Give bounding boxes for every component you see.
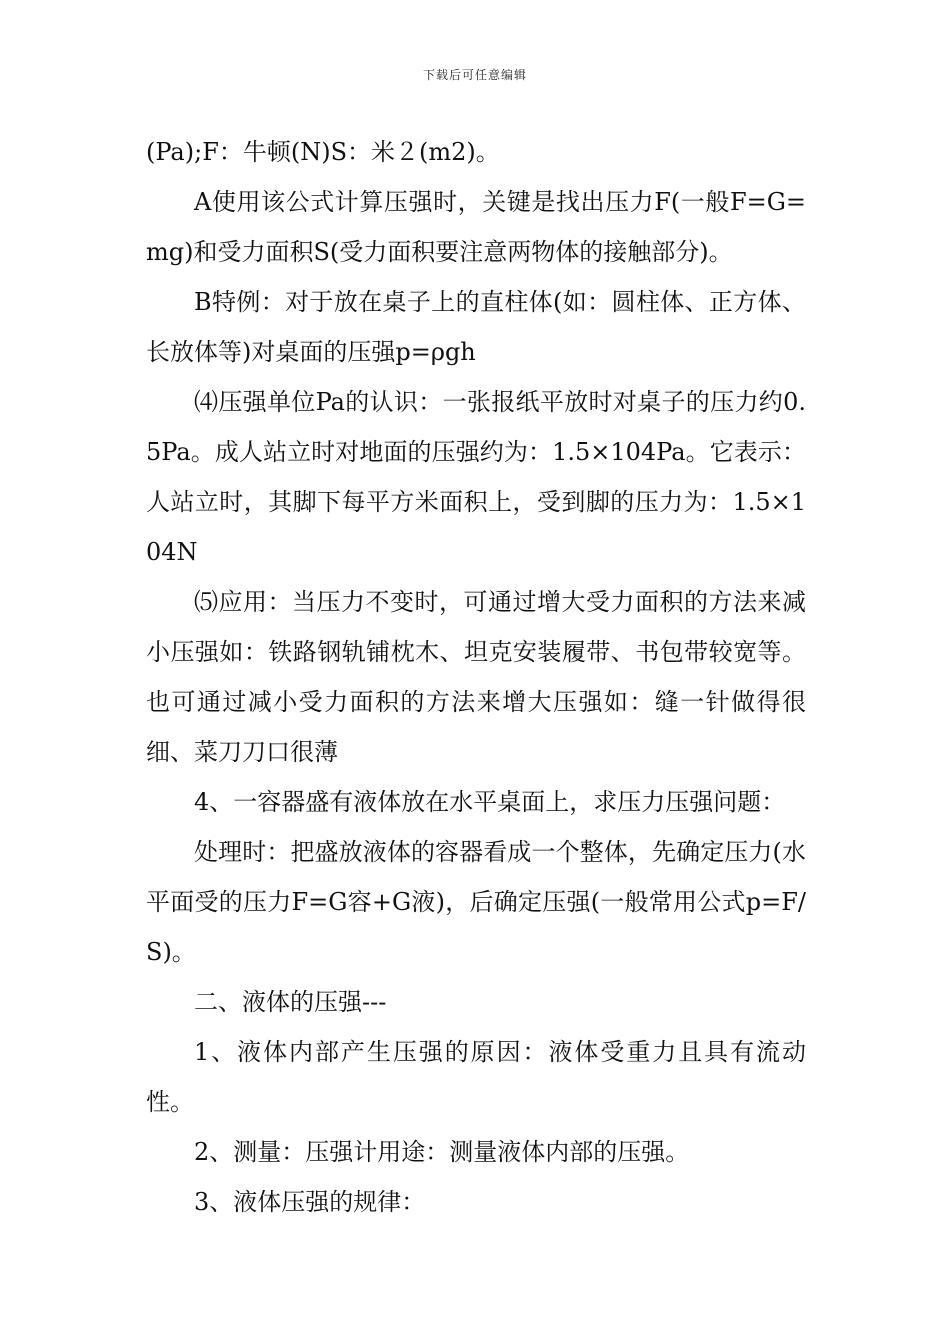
section-heading-liquid-pressure: 二、液体的压强--- — [194, 988, 387, 1016]
paragraph-container-problem: 4、一容器盛有液体放在水平桌面上，求压力压强问题： — [194, 788, 786, 816]
paragraph-rules: 3、液体压强的规律： — [194, 1188, 426, 1216]
paragraph-processing: 处理时：把盛放液体的容器看成一个整体，先确定压力(水平面受的压力F=G容+G液)，后确定压强(一般常用公式p=F/S)。 — [146, 838, 806, 966]
page-header: 下载后可任意编辑 — [422, 68, 527, 82]
paragraph-formula-usage: A使用该公式计算压强时，关键是找出压力F(一般F=G=mg)和受力面积S(受力面积要注意两物体的接触部分)。 — [146, 188, 806, 266]
paragraph-special-case: B特例：对于放在桌子上的直柱体(如：圆柱体、正方体、长放体等)对桌面的压强p=ρgh — [146, 288, 806, 366]
paragraph-application: ⑸应用：当压力不变时，可通过增大受力面积的方法来减小压强如：铁路钢轨铺枕木、坦克安装履带、书包带较宽等。也可通过减小受力面积的方法来增大压强如：缝一针做得很细、菜刀刀口很薄 — [146, 588, 806, 766]
paragraph-measurement: 2、测量：压强计用途：测量液体内部的压强。 — [194, 1138, 690, 1166]
paragraph-units: (Pa);F：牛顿(N)S：米２(m2)。 — [146, 138, 500, 166]
paragraph-cause: 1、液体内部产生压强的原因：液体受重力且具有流动性。 — [146, 1038, 806, 1116]
document-body — [146, 127, 806, 1227]
paragraph-pa-unit: ⑷压强单位Pa的认识：一张报纸平放时对桌子的压力约0.5Pa。成人站立时对地面的压强约为：1.5×104Pa。它表示：人站立时，其脚下每平方米面积上，受到脚的压力为：1.5×104N — [146, 388, 806, 566]
